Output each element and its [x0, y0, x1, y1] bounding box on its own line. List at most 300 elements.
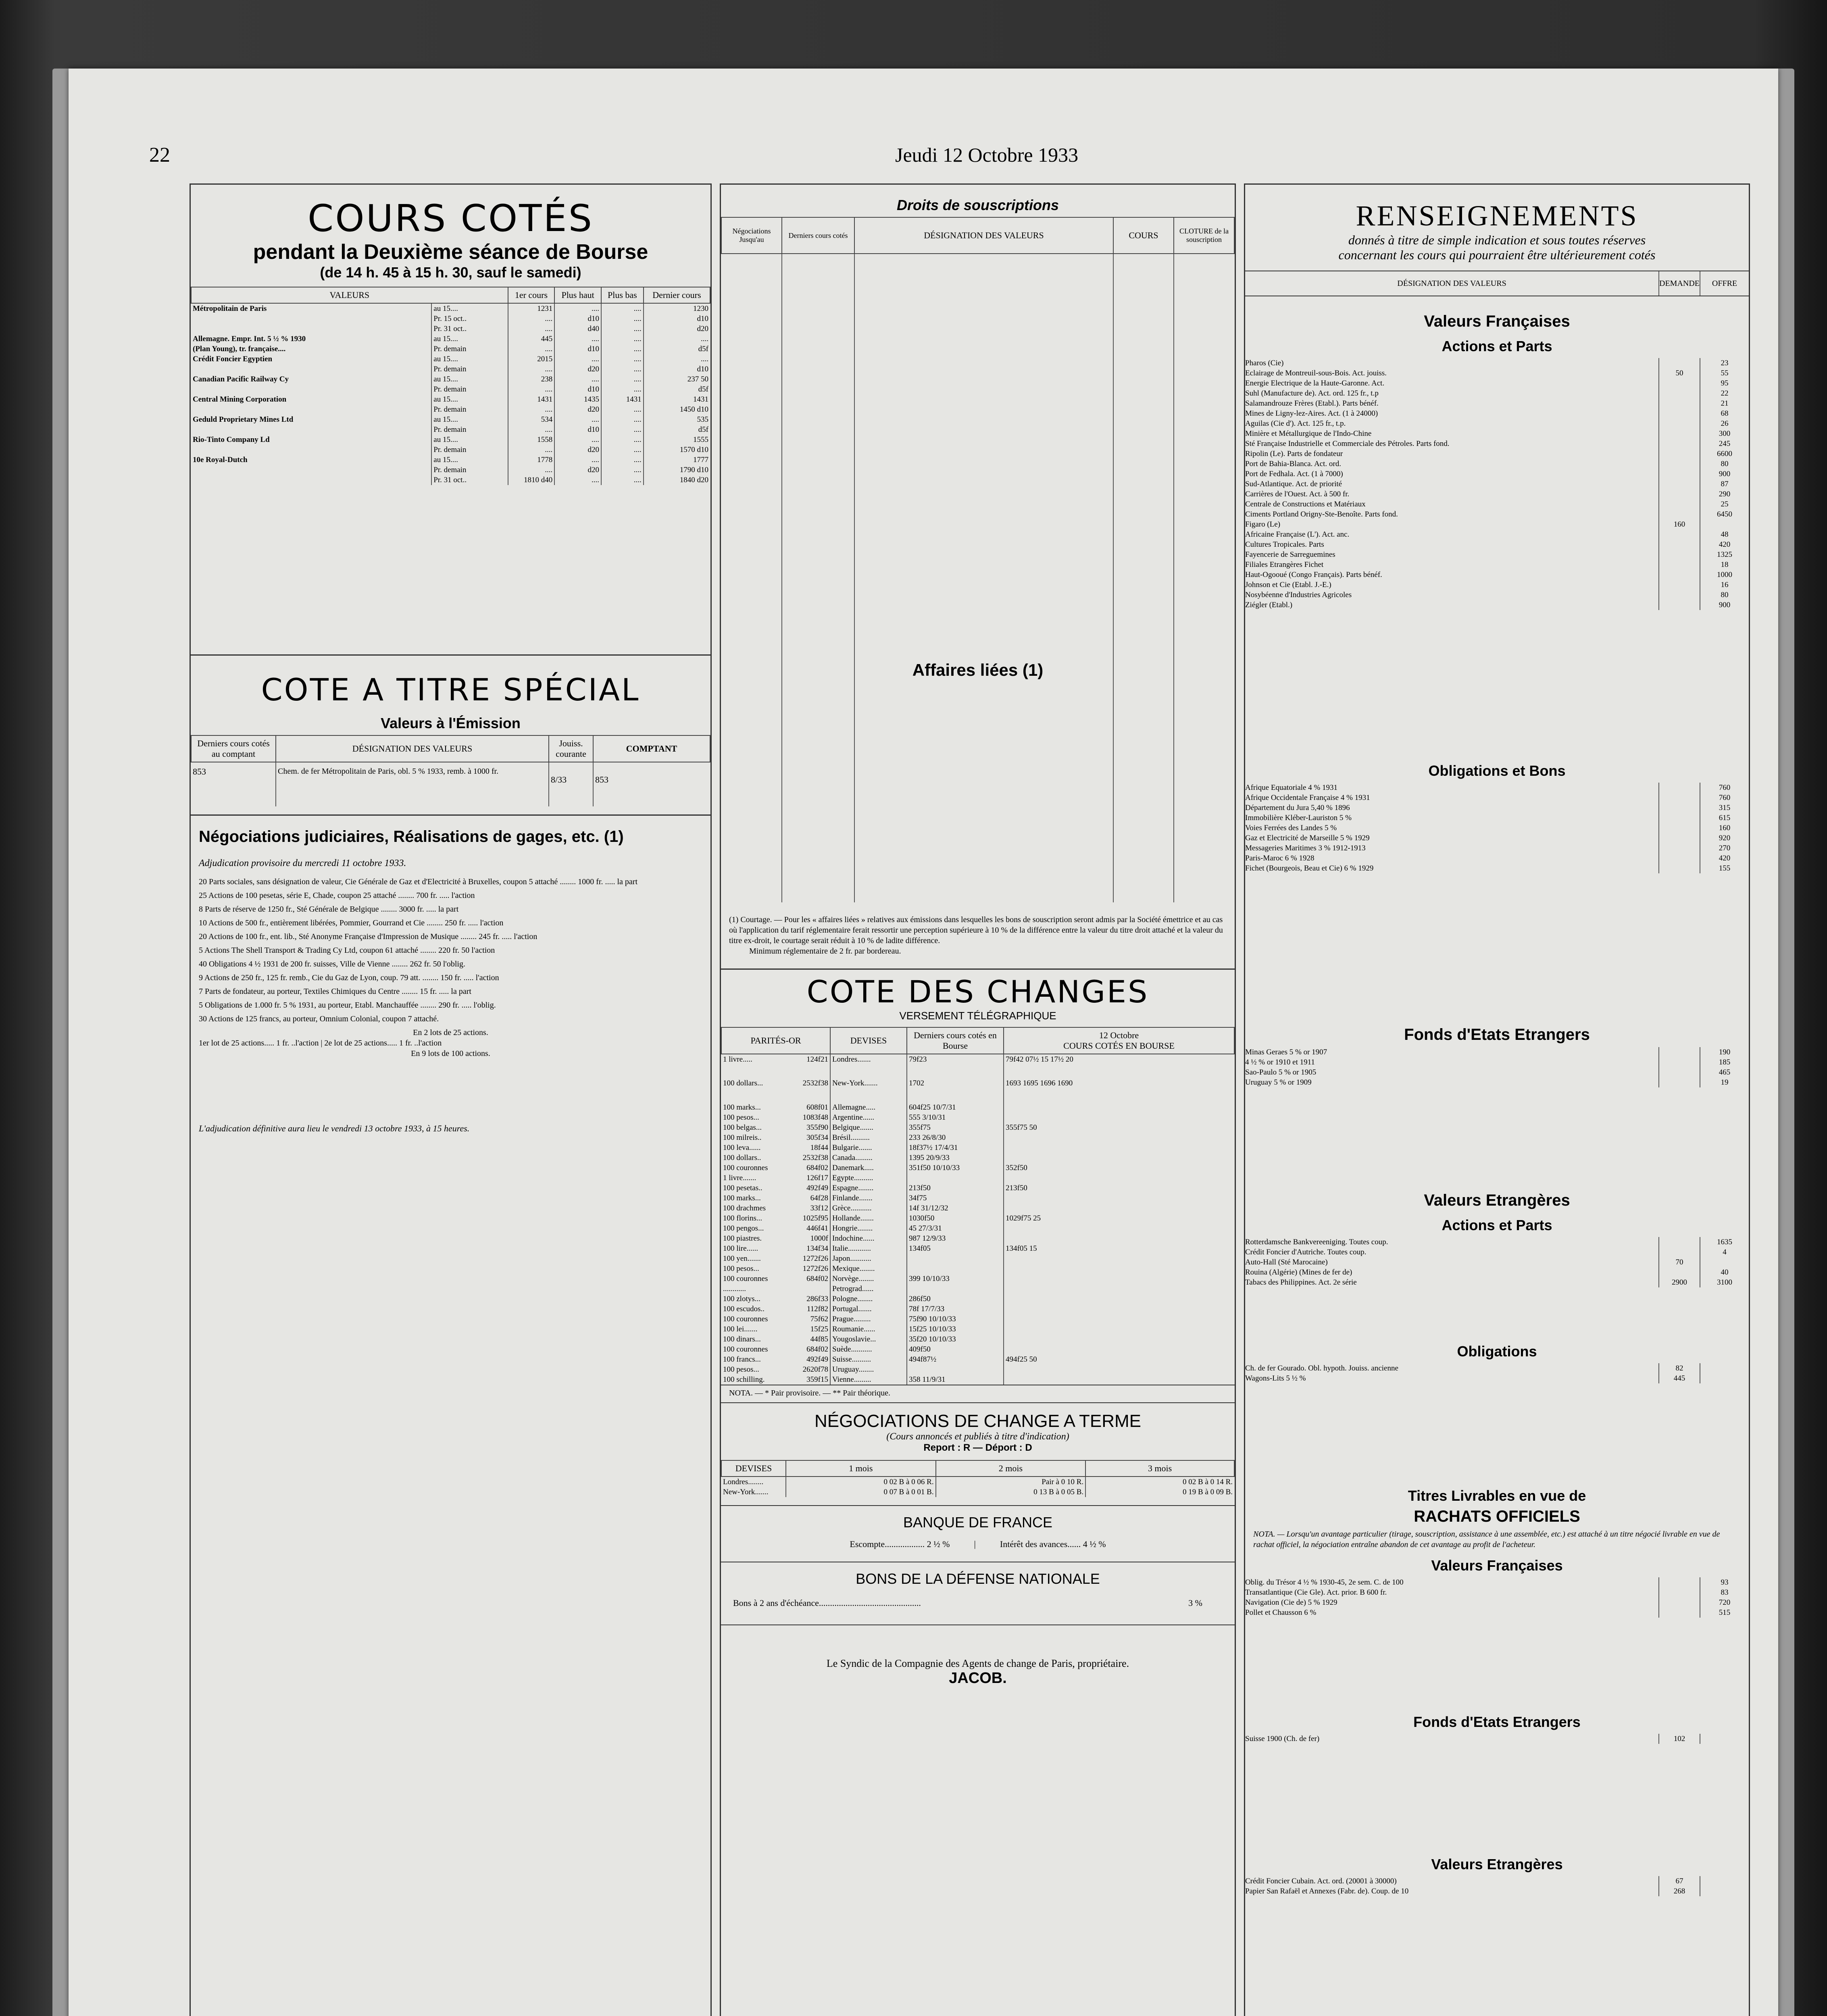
cell: Canada......... [830, 1153, 907, 1163]
demande-value [1658, 560, 1700, 570]
banque-avances: Intérêt des avances...... 4 ½ % [1000, 1539, 1106, 1549]
cell: Bulgarie....... [830, 1143, 907, 1153]
cell: New-York....... [830, 1078, 907, 1102]
valeur-name: Fayencerie de Sarreguemines [1245, 550, 1335, 559]
parite-unit: 100 zlotys... [723, 1295, 760, 1303]
table-row [191, 445, 710, 455]
banque-separator: | [974, 1539, 976, 1549]
table-row [721, 1324, 1234, 1334]
parite-unit: 100 couronnes [723, 1345, 768, 1354]
offre-value: 315 [1700, 803, 1749, 813]
cell [1004, 1264, 1234, 1274]
list-item: 10 Actions de 500 fr., entièrement libérées, Pommier, Gourrand et Cie ........ 250 fr. ..... l'action [199, 918, 504, 927]
table-row [721, 1223, 1234, 1233]
cell: 286f50 [907, 1294, 1004, 1304]
col-header: DEMANDE [1658, 271, 1700, 296]
cell: 494f25 50 [1004, 1354, 1234, 1364]
parite-cell [721, 1213, 830, 1223]
changes-sub: VERSEMENT TÉLÉGRAPHIQUE [899, 1010, 1056, 1022]
valeur-name: Carrières de l'Ouest. Act. à 500 fr. [1245, 490, 1350, 498]
cell: 237 50 [644, 374, 710, 384]
valeur-name: Port de Fedhala. Act. (1 à 7000) [1245, 470, 1343, 478]
valeur-name: Ripolin (Le). Parts de fondateur [1245, 450, 1343, 458]
cell: 10e Royal-Dutch [193, 456, 248, 464]
valeur-name: Salamandrouze Frères (Etabl.). Parts bénéf. [1245, 399, 1379, 408]
offre-value: 155 [1700, 863, 1749, 873]
renseignements-sub-1: donnés à titre de simple indication et sous toutes réserves [1348, 233, 1646, 247]
cell: 1702 [907, 1078, 1004, 1102]
offre-value: 6450 [1700, 509, 1749, 519]
list-item [1245, 479, 1749, 489]
parite-value: 1025f95 [802, 1214, 828, 1223]
cell: d10 [644, 364, 710, 374]
col-header: OFFRE [1700, 271, 1749, 296]
cell: 1030f50 [907, 1213, 1004, 1223]
offre-value: 87 [1700, 479, 1749, 489]
parite-cell [721, 1183, 830, 1193]
cell: 0 13 B à 0 05 B. [936, 1487, 1086, 1497]
demande-value [1658, 1587, 1700, 1597]
cell: 78f 17/7/33 [907, 1304, 1004, 1314]
list-item [1245, 519, 1749, 529]
offre-value: 48 [1700, 529, 1749, 539]
list-item [1245, 408, 1749, 419]
offre-value: 68 [1700, 408, 1749, 419]
cell [1004, 1304, 1234, 1314]
cell: .... [508, 344, 555, 354]
demande-value [1658, 388, 1700, 398]
list-item [1245, 1608, 1749, 1618]
valeur-name: Département du Jura 5,40 % 1896 [1245, 804, 1350, 812]
list-item [1245, 600, 1749, 610]
cell: d10 [554, 384, 601, 394]
cell: Grèce........... [830, 1203, 907, 1213]
cell: 351f50 10/10/33 [907, 1163, 1004, 1173]
cours-cotes-table [191, 287, 710, 485]
table-row [191, 384, 710, 394]
table-row [191, 414, 710, 425]
cell: 34f75 [907, 1193, 1004, 1203]
table-row [721, 1143, 1234, 1153]
offre-value: 300 [1700, 429, 1749, 439]
cell: (Plan Young), tr. française.... [193, 345, 286, 353]
demande-value: 70 [1658, 1257, 1700, 1267]
demande-value [1658, 479, 1700, 489]
list-item [1245, 1876, 1749, 1886]
table-row [721, 1153, 1234, 1163]
table-row [721, 1054, 1234, 1078]
demande-value [1658, 823, 1700, 833]
parite-unit: ............ [723, 1285, 746, 1293]
cell: Pologne........ [830, 1294, 907, 1304]
cell: 134f05 15 [1004, 1243, 1234, 1254]
cell: 355f75 [907, 1123, 1004, 1133]
offre-value: 615 [1700, 813, 1749, 823]
list-item: 7 Parts de fondateur, au porteur, Textiles Chimiques du Centre ........ 15 fr. ..... la part [199, 987, 471, 996]
valeur-name: Johnson et Cie (Etabl. J.-E.) [1245, 581, 1331, 589]
col-header [1004, 1027, 1234, 1054]
parite-unit: 100 dollars.. [723, 1154, 761, 1162]
table-row [721, 1102, 1234, 1112]
cell: .... [554, 414, 601, 425]
cell: 238 [508, 374, 555, 384]
list-item [1245, 590, 1749, 600]
cell: 15f25 10/10/33 [907, 1324, 1004, 1334]
list-item: 9 Actions de 250 fr., 125 fr. remb., Cie du Gaz de Lyon, coup. 79 att. ........ 150 fr. ..... l'action [199, 973, 499, 982]
parite-cell [721, 1153, 830, 1163]
cell: Egypte.......... [830, 1173, 907, 1183]
parite-unit: 100 milreis.. [723, 1133, 762, 1142]
demande-value [1658, 580, 1700, 590]
terme-legend: Report : R — Déport : D [923, 1442, 1032, 1453]
valeur-name: Ch. de fer Gourado. Obl. hypoth. Jouiss. ancienne [1245, 1364, 1398, 1372]
droits-table [721, 217, 1235, 902]
table-row [191, 425, 710, 435]
cell: New-York....... [723, 1488, 769, 1496]
demande-value [1658, 1077, 1700, 1087]
parite-cell [721, 1163, 830, 1173]
table-row [721, 1284, 1234, 1294]
demande-value [1658, 459, 1700, 469]
rachats-head-2: RACHATS OFFICIELS [1414, 1508, 1580, 1525]
parite-unit: 100 francs... [723, 1355, 761, 1364]
cell: au 15.... [431, 334, 508, 344]
cell: 213f50 [907, 1183, 1004, 1193]
cell: Pr. demain [431, 364, 508, 374]
cell: Allemagne..... [830, 1102, 907, 1112]
cell: d5f [644, 344, 710, 354]
cell: 987 12/9/33 [907, 1233, 1004, 1243]
cell [191, 324, 431, 334]
etr-actions-head: Actions et Parts [1442, 1217, 1552, 1233]
parite-value: 1272f26 [802, 1264, 828, 1273]
list-item: 20 Parts sociales, sans désignation de valeur, Cie Générale de Gaz et d'Electricité à Bruxelles, coupon 5 attaché ........ 1000 fr. ..... la part [199, 877, 637, 886]
cell: 8/33 [549, 762, 593, 806]
parite-unit: 100 pesos... [723, 1365, 759, 1374]
cell [1004, 1233, 1234, 1243]
cote-special-sub: Valeurs à l'Émission [381, 715, 521, 731]
list-item [1245, 1067, 1749, 1077]
list-item [1245, 378, 1749, 388]
cell: 35f20 10/10/33 [907, 1334, 1004, 1344]
offre-value: 290 [1700, 489, 1749, 499]
col-header: COMPTANT [593, 735, 710, 762]
demande-value [1658, 1047, 1700, 1057]
cell: .... [601, 324, 644, 334]
parite-unit: 100 couronnes [723, 1275, 768, 1283]
offre-value: 420 [1700, 853, 1749, 863]
cell [1004, 1143, 1234, 1153]
col-header: DEVISES [830, 1027, 907, 1054]
list-item [1245, 1886, 1749, 1896]
table-row [721, 1375, 1234, 1385]
demande-value [1658, 1237, 1700, 1247]
cote-special-table [191, 735, 710, 806]
rachats-etats-head: Fonds d'Etats Etrangers [1413, 1714, 1581, 1730]
cell: 1555 [644, 435, 710, 445]
rachats-head-1: Titres Livrables en vue de [1408, 1487, 1586, 1504]
valeur-name: Sud-Atlantique. Act. de priorité [1245, 480, 1342, 488]
cell: 853 [193, 766, 206, 777]
parite-unit: 100 dollars... [723, 1079, 763, 1087]
lots-head-2: En 9 lots de 100 actions. [411, 1049, 490, 1058]
parite-value: 492f49 [806, 1355, 828, 1364]
table-row [721, 1163, 1234, 1173]
cell [191, 404, 431, 414]
table-row [191, 435, 710, 445]
valeur-name: Gaz et Electricité de Marseille 5 % 1929 [1245, 834, 1370, 842]
parite-value: 446f41 [806, 1224, 828, 1233]
parite-value: 305f34 [806, 1133, 828, 1142]
droits-title: Droits de souscriptions [896, 197, 1059, 213]
cell: 75f90 10/10/33 [907, 1314, 1004, 1324]
valeur-name: Rotterdamsche Bankvereeniging. Toutes coup. [1245, 1238, 1388, 1246]
valeur-name: Ziégler (Etabl.) [1245, 601, 1293, 609]
demande-value [1658, 449, 1700, 459]
demande-value: 268 [1658, 1886, 1700, 1896]
cell: .... [508, 465, 555, 475]
list-item [1245, 419, 1749, 429]
cell: Danemark..... [830, 1163, 907, 1173]
cell [191, 364, 431, 374]
cell: .... [508, 364, 555, 374]
parite-cell [721, 1264, 830, 1274]
fr-head: Valeurs Françaises [1424, 312, 1570, 330]
cell: Prague......... [830, 1314, 907, 1324]
list-item [1245, 823, 1749, 833]
cell: .... [601, 475, 644, 485]
cell: d10 [554, 344, 601, 354]
demande-value [1658, 570, 1700, 580]
parite-cell [721, 1243, 830, 1254]
cell: Finlande....... [830, 1193, 907, 1203]
cell: .... [601, 364, 644, 374]
table-row [721, 1193, 1234, 1203]
parite-value: 124f21 [806, 1055, 828, 1064]
demande-value [1658, 1608, 1700, 1618]
cell: .... [601, 314, 644, 324]
parite-value: 684f02 [806, 1275, 828, 1283]
cell: Métropolitain de Paris [193, 304, 267, 313]
list-item [1245, 1577, 1749, 1587]
table-row [721, 1487, 1234, 1497]
valeur-name: Africaine Française (L'). Act. anc. [1245, 530, 1350, 539]
valeur-name: Minas Geraes 5 % or 1907 [1245, 1048, 1327, 1056]
offre-value: 515 [1700, 1608, 1749, 1618]
parite-unit: 100 drachmes [723, 1204, 766, 1212]
valeur-name: Sté Française Industrielle et Commerciale des Pétroles. Parts fond. [1245, 439, 1450, 448]
offre-value: 19 [1700, 1077, 1749, 1087]
cell [191, 425, 431, 435]
cell: .... [601, 354, 644, 364]
valeur-name: Papier San Rafaël et Annexes (Fabr. de). Coup. de 10 [1245, 1887, 1409, 1895]
table-row [191, 455, 710, 465]
negociations-list [191, 877, 710, 1024]
table-row [721, 1334, 1234, 1344]
parite-unit: 100 schilling. [723, 1375, 765, 1384]
demande-value: 50 [1658, 368, 1700, 378]
offre-value: 80 [1700, 590, 1749, 600]
valeur-name: Suhl (Manufacture de). Act. ord. 125 fr., t.p [1245, 389, 1379, 398]
table-row [721, 1354, 1234, 1364]
cell: Uruguay........ [830, 1364, 907, 1375]
table-row [191, 324, 710, 334]
cell: Allemagne. Empr. Int. 5 ½ % 1930 [193, 335, 306, 343]
cell: Argentine...... [830, 1112, 907, 1123]
offre-value: 23 [1700, 358, 1749, 368]
demande-value [1658, 793, 1700, 803]
cell: Norvège........ [830, 1274, 907, 1284]
cell: .... [601, 425, 644, 435]
parite-unit: 100 yen....... [723, 1254, 761, 1263]
parite-cell [721, 1344, 830, 1354]
list-item [1245, 1587, 1749, 1597]
valeur-name: Navigation (Cie de) 5 % 1929 [1245, 1598, 1337, 1607]
cell: .... [601, 414, 644, 425]
offre-value: 900 [1700, 469, 1749, 479]
cell: .... [601, 435, 644, 445]
parite-unit: 100 lei....... [723, 1325, 758, 1333]
parite-value: 33f12 [810, 1204, 828, 1212]
cell [1004, 1334, 1234, 1344]
offre-value: 95 [1700, 378, 1749, 388]
list-item [1245, 803, 1749, 813]
cell: .... [508, 314, 555, 324]
parite-cell [721, 1354, 830, 1364]
cell: .... [554, 334, 601, 344]
table-row [721, 1264, 1234, 1274]
valeur-name: 4 ½ % or 1910 et 1911 [1245, 1058, 1315, 1066]
cours-cotes-hours: (de 14 h. 45 à 15 h. 30, sauf le samedi) [320, 264, 581, 281]
parite-value: 492f49 [806, 1184, 828, 1192]
parite-cell [721, 1102, 830, 1112]
cell: 1790 d10 [644, 465, 710, 475]
oblig-head: Obligations et Bons [1428, 762, 1566, 779]
cell: d40 [554, 324, 601, 334]
parite-cell [721, 1324, 830, 1334]
cell: 494f87½ [907, 1354, 1004, 1364]
cell: Pr. 15 oct.. [431, 314, 508, 324]
cell: .... [601, 465, 644, 475]
list-item [1245, 529, 1749, 539]
parite-cell [721, 1304, 830, 1314]
cell [907, 1284, 1004, 1294]
valeur-name: Energie Electrique de la Haute-Garonne. Act. [1245, 379, 1385, 387]
list-item [1245, 388, 1749, 398]
cell: 1810 d40 [508, 475, 555, 485]
cell: .... [508, 324, 555, 334]
cell: au 15.... [431, 374, 508, 384]
table-row [721, 1123, 1234, 1133]
offre-value [1700, 1886, 1749, 1896]
table-row [721, 1183, 1234, 1193]
renseignements-header [1245, 271, 1749, 296]
table-row [191, 374, 710, 384]
cote-special-title: COTE A TITRE SPÉCIAL [261, 672, 640, 708]
cell: .... [644, 354, 710, 364]
etr-head: Valeurs Etrangères [1424, 1191, 1570, 1209]
demande-value [1658, 1597, 1700, 1608]
valeur-name: Oblig. du Trésor 4 ½ % 1930-45, 2e sem. C. de 100 [1245, 1578, 1404, 1587]
cell: Yougoslavie... [830, 1334, 907, 1344]
etats-head: Fonds d'Etats Etrangers [1404, 1026, 1590, 1043]
demande-value: 102 [1658, 1734, 1700, 1744]
table-row [191, 364, 710, 374]
valeur-name: Suisse 1900 (Ch. de fer) [1245, 1735, 1320, 1743]
parite-value: 126f17 [806, 1174, 828, 1182]
cell: Pr. demain [431, 344, 508, 354]
table-row [191, 475, 710, 485]
cell: .... [508, 425, 555, 435]
cell [191, 465, 431, 475]
parite-unit: 100 couronnes [723, 1164, 768, 1172]
cell: 2015 [508, 354, 555, 364]
offre-value: 93 [1700, 1577, 1749, 1587]
demande-value [1658, 499, 1700, 509]
cell: Hollande....... [830, 1213, 907, 1223]
list-item [1245, 833, 1749, 843]
cell: Vienne......... [830, 1375, 907, 1385]
offre-value: 21 [1700, 398, 1749, 408]
etr-oblig-head: Obligations [1457, 1343, 1537, 1360]
col-header: PARITÉS-OR [721, 1027, 830, 1054]
syndic-line: Le Syndic de la Compagnie des Agents de change de Paris, propriétaire. [826, 1658, 1129, 1669]
cell: 233 26/8/30 [907, 1133, 1004, 1143]
cell: 1450 d10 [644, 404, 710, 414]
cell: 1395 20/9/33 [907, 1153, 1004, 1163]
valeur-name: Centrale de Constructions et Matériaux [1245, 500, 1366, 508]
parite-value: 64f28 [810, 1194, 828, 1202]
table-row [191, 303, 710, 314]
table-row [721, 1173, 1234, 1183]
list-item [1245, 1247, 1749, 1257]
valeur-name: Crédit Foncier Cubain. Act. ord. (20001 à 30000) [1245, 1877, 1397, 1885]
table-row [191, 354, 710, 364]
demande-value [1658, 550, 1700, 560]
changes-table [721, 1027, 1235, 1385]
offre-value [1700, 1363, 1749, 1373]
valeur-name: Mines de Ligny-lez-Aires. Act. (1 à 24000) [1245, 409, 1378, 418]
cell: 555 3/10/31 [907, 1112, 1004, 1123]
parite-value: 355f90 [806, 1123, 828, 1132]
cell: 355f75 50 [1004, 1123, 1234, 1133]
parite-cell [721, 1254, 830, 1264]
cell: Indochine...... [830, 1233, 907, 1243]
list-item [1245, 1597, 1749, 1608]
cell: Hongrie........ [830, 1223, 907, 1233]
offre-value [1700, 1876, 1749, 1886]
cell: Roumanie...... [830, 1324, 907, 1334]
cell [907, 1254, 1004, 1264]
changes-cotes: COURS COTÉS EN BOURSE [1063, 1041, 1175, 1051]
changes-title: COTE DES CHANGES [806, 974, 1149, 1010]
valeur-name: Nosybéenne d'Industries Agricoles [1245, 591, 1352, 599]
valeur-name: Wagons-Lits 5 ½ % [1245, 1374, 1306, 1383]
col-header: DÉSIGNATION DES VALEURS [854, 217, 1113, 254]
cell: 1558 [508, 435, 555, 445]
demande-value: 445 [1658, 1373, 1700, 1383]
parite-cell [721, 1203, 830, 1213]
cours-cotes-title: COURS COTÉS [308, 197, 594, 240]
cell [1004, 1344, 1234, 1354]
demande-value [1658, 1247, 1700, 1257]
cell [1004, 1284, 1234, 1294]
table-row [721, 1112, 1234, 1123]
demande-value [1658, 469, 1700, 479]
list-item: 40 Obligations 4 ½ 1931 de 200 fr. suisses, Ville de Vienne ........ 262 fr. 50 l'oblig. [199, 960, 465, 968]
list-item: 5 Actions The Shell Transport & Trading Cy Ltd, coupon 61 attaché ........ 220 fr. 50 l'action [199, 946, 495, 955]
cell: .... [601, 334, 644, 344]
